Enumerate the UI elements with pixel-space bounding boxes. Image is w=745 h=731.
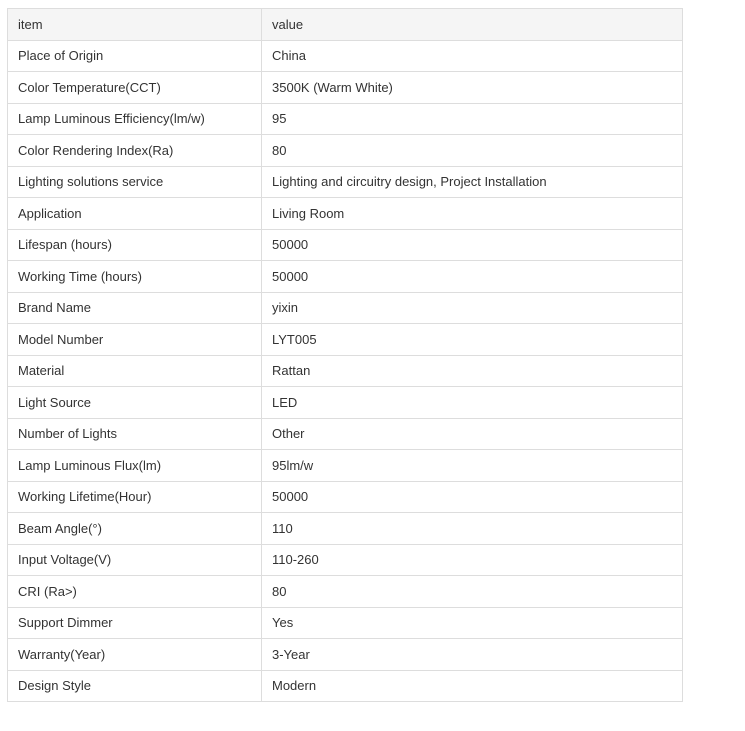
item-cell: Material [8, 355, 262, 387]
value-cell: 3-Year [262, 639, 683, 671]
item-cell: Color Rendering Index(Ra) [8, 135, 262, 167]
value-cell: LED [262, 387, 683, 419]
item-cell: Input Voltage(V) [8, 544, 262, 576]
value-cell: 80 [262, 135, 683, 167]
table-row [8, 513, 683, 545]
value-cell: 50000 [262, 229, 683, 261]
table-body [8, 40, 683, 702]
item-cell: Brand Name [8, 292, 262, 324]
value-cell: 95lm/w [262, 450, 683, 482]
value-cell: yixin [262, 292, 683, 324]
table-row [8, 72, 683, 104]
item-cell: Lamp Luminous Flux(lm) [8, 450, 262, 482]
item-cell: Lighting solutions service [8, 166, 262, 198]
value-cell: Other [262, 418, 683, 450]
column-header-item: item [8, 9, 262, 41]
value-cell: 50000 [262, 481, 683, 513]
table-row [8, 450, 683, 482]
value-cell: 3500K (Warm White) [262, 72, 683, 104]
table-row [8, 387, 683, 419]
value-cell: Living Room [262, 198, 683, 230]
value-cell: China [262, 40, 683, 72]
spec-table [7, 8, 683, 702]
value-cell: 110 [262, 513, 683, 545]
item-cell: Working Time (hours) [8, 261, 262, 293]
table-row [8, 418, 683, 450]
item-cell: Color Temperature(CCT) [8, 72, 262, 104]
item-cell: Place of Origin [8, 40, 262, 72]
value-cell: 95 [262, 103, 683, 135]
table-row [8, 639, 683, 671]
item-cell: Working Lifetime(Hour) [8, 481, 262, 513]
table-row [8, 292, 683, 324]
table-row [8, 166, 683, 198]
table-row [8, 607, 683, 639]
item-cell: Beam Angle(°) [8, 513, 262, 545]
table-row [8, 670, 683, 702]
value-cell: Rattan [262, 355, 683, 387]
table-row [8, 103, 683, 135]
value-cell: 110-260 [262, 544, 683, 576]
item-cell: Number of Lights [8, 418, 262, 450]
item-cell: Lifespan (hours) [8, 229, 262, 261]
value-cell: Modern [262, 670, 683, 702]
table-row [8, 198, 683, 230]
value-cell: Yes [262, 607, 683, 639]
value-cell: LYT005 [262, 324, 683, 356]
table-row [8, 544, 683, 576]
table-row [8, 40, 683, 72]
item-cell: Design Style [8, 670, 262, 702]
column-header-value: value [262, 9, 683, 41]
item-cell: Light Source [8, 387, 262, 419]
value-cell: Lighting and circuitry design, Project Installation [262, 166, 683, 198]
item-cell: Model Number [8, 324, 262, 356]
value-cell: 50000 [262, 261, 683, 293]
item-cell: Warranty(Year) [8, 639, 262, 671]
table-row [8, 324, 683, 356]
table-row [8, 355, 683, 387]
table-row [8, 135, 683, 167]
item-cell: Support Dimmer [8, 607, 262, 639]
table-row [8, 229, 683, 261]
table-row [8, 481, 683, 513]
item-cell: CRI (Ra>) [8, 576, 262, 608]
value-cell: 80 [262, 576, 683, 608]
item-cell: Lamp Luminous Efficiency(lm/w) [8, 103, 262, 135]
table-row [8, 576, 683, 608]
table-row [8, 261, 683, 293]
table-header-row [8, 9, 683, 41]
item-cell: Application [8, 198, 262, 230]
